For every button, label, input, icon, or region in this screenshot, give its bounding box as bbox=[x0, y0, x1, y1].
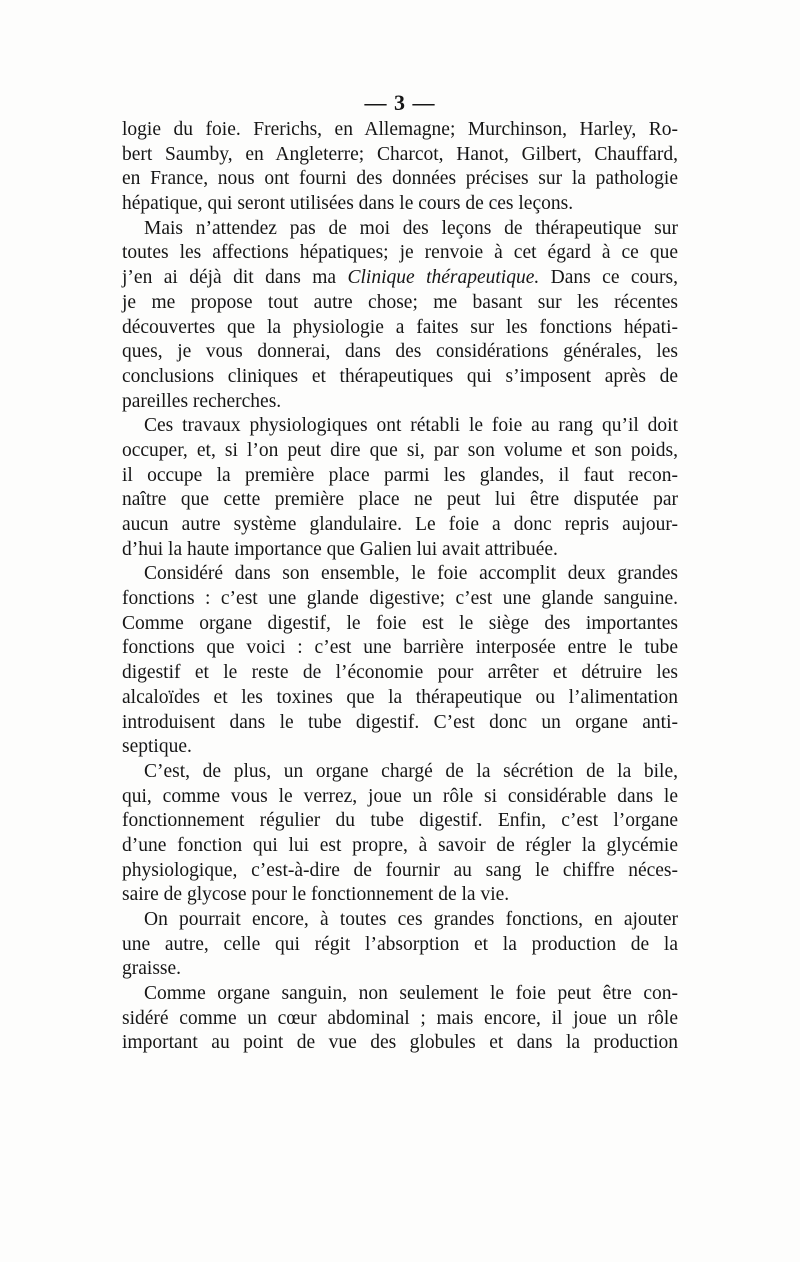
text-line: hépatique, qui seront utilisées dans le cours de ces leçons. bbox=[122, 193, 574, 215]
body-text bbox=[122, 118, 678, 1056]
text-line: logie du foie. Frerichs, en Allemagne; Murchinson, Harley, Ro- bbox=[122, 119, 678, 140]
italic-title: Clinique thérapeutique. bbox=[347, 267, 540, 289]
text-fragment: j’en ai déjà dit dans ma bbox=[122, 267, 348, 289]
text-line: important au point de vue des globules et dans la production bbox=[122, 1032, 678, 1054]
text-line: fonctions que voici : c’est une barrière interposée entre le tube bbox=[122, 637, 678, 659]
text-line: une autre, celle qui régit l’absorption et la production de la bbox=[122, 933, 678, 955]
text-line: qui, comme vous le verrez, joue un rôle si considérable dans le bbox=[122, 785, 678, 807]
text-fragment: Dans ce cours, bbox=[539, 267, 678, 289]
text-line: Comme organe digestif, le foie est le siège des importantes bbox=[122, 612, 678, 634]
text-line: physiologique, c’est-à-dire de fournir au sang le chiffre néces- bbox=[122, 859, 678, 881]
text-line: fonctions : c’est une glande digestive; c’est une glande sanguine. bbox=[122, 588, 678, 610]
text-line: ques, je vous donnerai, dans des considérations générales, les bbox=[122, 341, 678, 363]
text-line: d’hui la haute importance que Galien lui avait attribuée. bbox=[122, 538, 558, 560]
text-line: graisse. bbox=[122, 958, 182, 980]
text-line: occuper, et, si l’on peut dire que si, par son volume et son poids, bbox=[122, 439, 678, 461]
text-line: Ces travaux physiologiques ont rétabli le foie au rang qu’il doit bbox=[144, 415, 678, 437]
text-line: fonctionnement régulier du tube digestif. Enfin, c’est l’organe bbox=[122, 810, 678, 832]
text-line: toutes les affections hépatiques; je renvoie à cet égard à ce que bbox=[122, 242, 678, 264]
text-line: Comme organe sanguin, non seulement le foie peut être con- bbox=[144, 983, 678, 1005]
text-line: alcaloïdes et les toxines que la thérapeutique ou l’alimentation bbox=[122, 686, 678, 708]
text-line: bert Saumby, en Angleterre; Charcot, Hanot, Gilbert, Chauffard, bbox=[122, 143, 678, 165]
text-line: sidéré comme un cœur abdominal ; mais encore, il joue un rôle bbox=[122, 1007, 678, 1029]
text-line: conclusions cliniques et thérapeutiques qui s’imposent après de bbox=[122, 365, 678, 387]
text-line: septique. bbox=[122, 736, 192, 758]
text-line: On pourrait encore, à toutes ces grandes fonctions, en ajouter bbox=[144, 909, 678, 930]
text-line: d’une fonction qui lui est propre, à savoir de régler la glycémie bbox=[122, 834, 678, 856]
text-line: en France, nous ont fourni des données précises sur la pathologie bbox=[122, 168, 678, 190]
text-line: découvertes que la physiologie a faites sur les fonctions hépati- bbox=[122, 316, 678, 338]
text-line: digestif et le reste de l’économie pour arrêter et détruire les bbox=[122, 662, 678, 684]
text-line bbox=[122, 266, 678, 291]
text-line: C’est, de plus, un organe chargé de la sécrétion de la bile, bbox=[144, 760, 678, 782]
text-line: il occupe la première place parmi les glandes, il faut recon- bbox=[122, 464, 678, 486]
text-line: saire de glycose pour le fonctionnement de la vie. bbox=[122, 884, 510, 906]
text-line: aucun autre système glandulaire. Le foie a donc repris aujour- bbox=[122, 514, 678, 535]
text-line: Mais n’attendez pas de moi des leçons de thérapeutique sur bbox=[144, 217, 678, 239]
text-line: Considéré dans son ensemble, le foie accomplit deux grandes bbox=[144, 563, 678, 585]
page-number: — 3 — bbox=[364, 90, 436, 115]
text-line: introduisent dans le tube digestif. C’est donc un organe anti- bbox=[122, 711, 678, 733]
text-line: naître que cette première place ne peut lui être disputée par bbox=[122, 489, 678, 511]
text-line: je me propose tout autre chose; me basant sur les récentes bbox=[122, 291, 678, 313]
text-line: pareilles recherches. bbox=[122, 390, 282, 412]
